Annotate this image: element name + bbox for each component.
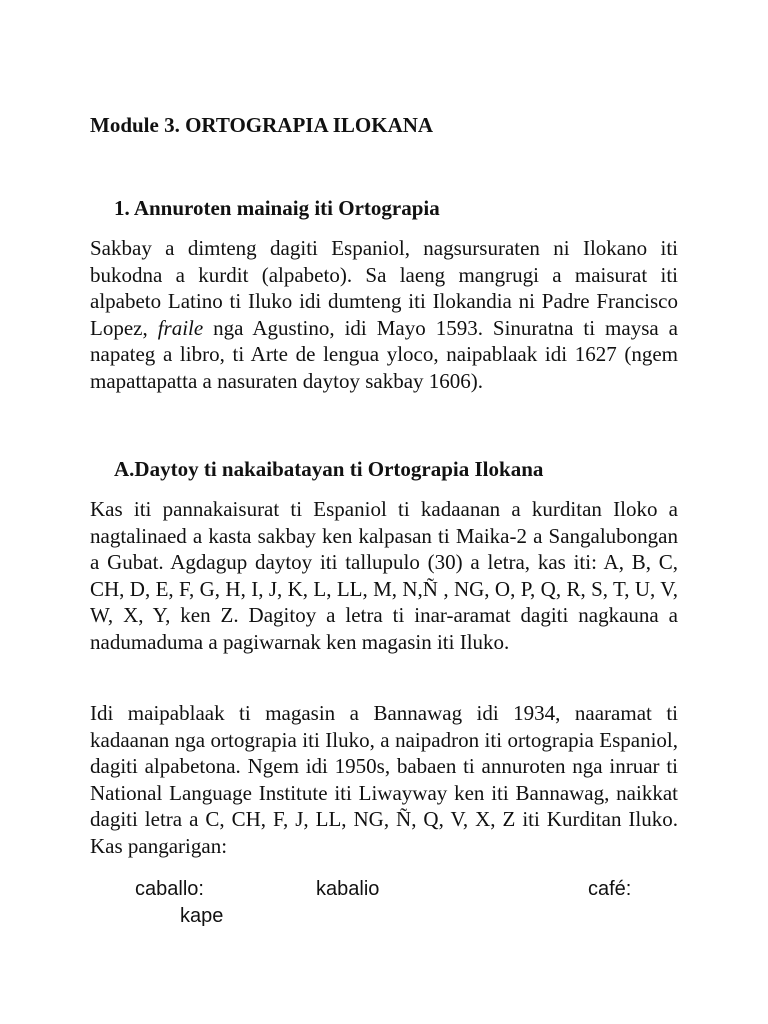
paragraph-alphabet: Kas iti pannakaisurat ti Espaniol ti kadaanan a kurditan Iloko a nagtalinaed a kasta sakbay ken kalpasan ti Maika-2 a Sangalubongan a Gubat. Agdagup daytoy iti tallupulo (30) a letra, kas iti: A, B, C, CH, D, E, F, G, H, I, J, K, L, LL, M, N,Ñ , NG, O, P, Q, R, S, T, U, V, W, X, Y, ken Z. Dagitoy a letra ti inar-aramat dagiti nagkauna a nadumaduma a pagiwarnak ken magasin iti Iluko. [90,497,678,654]
example-iluko-2: kape [180,905,224,927]
paragraph-history [90,235,678,394]
example-iluko-1: kabalio [316,878,380,900]
module-title: Module 3. ORTOGRAPIA ILOKANA [90,113,434,137]
paragraph-history-text-1: Sakbay a dimteng dagiti Espaniol, nagsursuraten ni Ilokano iti bukodna a kurdit (alpabeto). Sa laeng mangrugi a maisurat iti alpabeto Latino ti Iluko idi dumteng iti Ilokandia ni Padre Francisco Lopez, [90,236,678,340]
example-spanish-1: caballo: [135,878,204,900]
examples-list [90,876,678,936]
paragraph-history-italic: fraile [157,315,204,340]
example-spanish-2: café: [588,878,632,900]
paragraph-bannawag: Idi maipablaak ti magasin a Bannawag idi 1934, naaramat ti kadaanan nga ortograpia iti Iluko, a naipadron iti ortograpia Espaniol, dagiti alpabetona. Ngem idi 1950s, babaen ti annuroten nga inruar ti National Language Institute iti Liwayway ken iti Bannawag, naikkat dagiti letra a C, CH, F, J, LL, NG, Ñ, Q, V, X, Z iti Kurditan Iluko. Kas pangarigan: [90,701,678,858]
section-heading-daytoy: A.Daytoy ti nakaibatayan ti Ortograpia Ilokana [114,457,544,481]
paragraph-history-text-2: nga Agustino, idi Mayo 1593. Sinuratna ti maysa a napateg a libro, ti Arte de lengua yloco, naipablaak idi 1627 (ngem mapattapatta a nasuraten daytoy sakbay 1606). [90,315,678,393]
section-heading-annuroten: 1. Annuroten mainaig iti Ortograpia [114,196,440,220]
